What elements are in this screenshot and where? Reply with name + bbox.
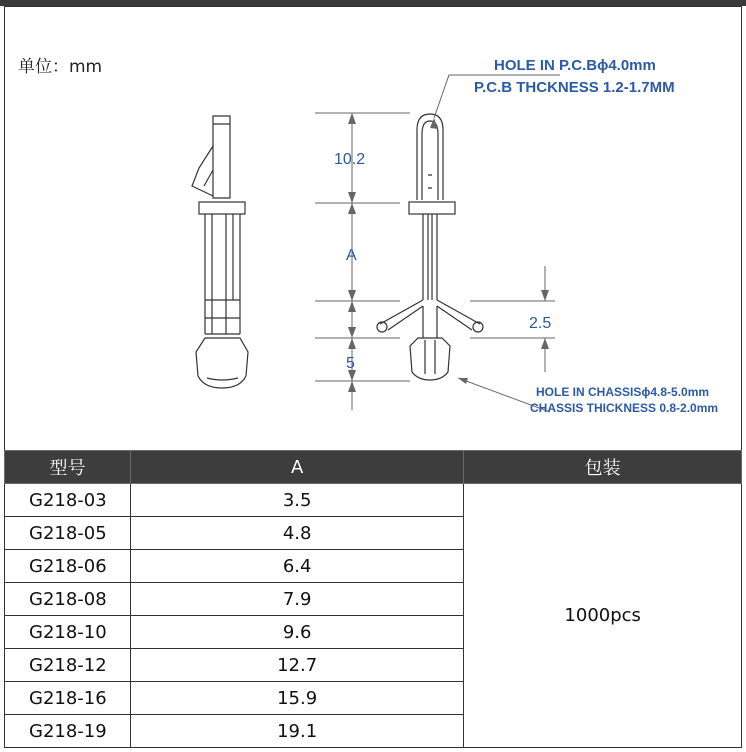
a-cell: 3.5 [130, 484, 463, 517]
front-view-part [377, 114, 483, 380]
pcb-hole-note: HOLE IN P.C.Bϕ4.0mm [494, 57, 656, 74]
header-model: 型号 [5, 451, 131, 484]
dimension-arrows [348, 113, 552, 392]
a-cell: 4.8 [130, 517, 463, 550]
model-cell: G218-03 [5, 484, 131, 517]
dim-lower-value: 5 [346, 355, 355, 372]
header-packaging: 包装 [464, 451, 742, 484]
header-a: A [130, 451, 463, 484]
table-header-row [5, 451, 742, 484]
dim-top-value: 10.2 [334, 151, 366, 168]
spec-table [4, 450, 742, 748]
model-cell: G218-06 [5, 550, 131, 583]
packaging-cell: 1000pcs [464, 484, 742, 748]
dim-right-value: 2.5 [529, 315, 552, 332]
side-view-part [192, 116, 248, 388]
model-cell: G218-16 [5, 682, 131, 715]
a-cell: 7.9 [130, 583, 463, 616]
model-cell: G218-08 [5, 583, 131, 616]
chassis-thickness-note: CHASSIS THICKNESS 0.8-2.0mm [530, 401, 719, 415]
a-cell: 15.9 [130, 682, 463, 715]
chassis-hole-note: HOLE IN CHASSISϕ4.8-5.0mm [536, 385, 710, 399]
a-cell: 6.4 [130, 550, 463, 583]
model-cell: G218-12 [5, 649, 131, 682]
model-cell: G218-10 [5, 616, 131, 649]
model-cell: G218-19 [5, 715, 131, 748]
a-cell: 19.1 [130, 715, 463, 748]
pcb-thickness-note: P.C.B THCKNESS 1.2-1.7MM [474, 79, 675, 96]
unit-label: 单位：mm [18, 57, 103, 77]
model-cell: G218-05 [5, 517, 131, 550]
dim-a-value: A [346, 247, 357, 264]
a-cell: 9.6 [130, 616, 463, 649]
table-row [5, 484, 742, 517]
a-cell: 12.7 [130, 649, 463, 682]
